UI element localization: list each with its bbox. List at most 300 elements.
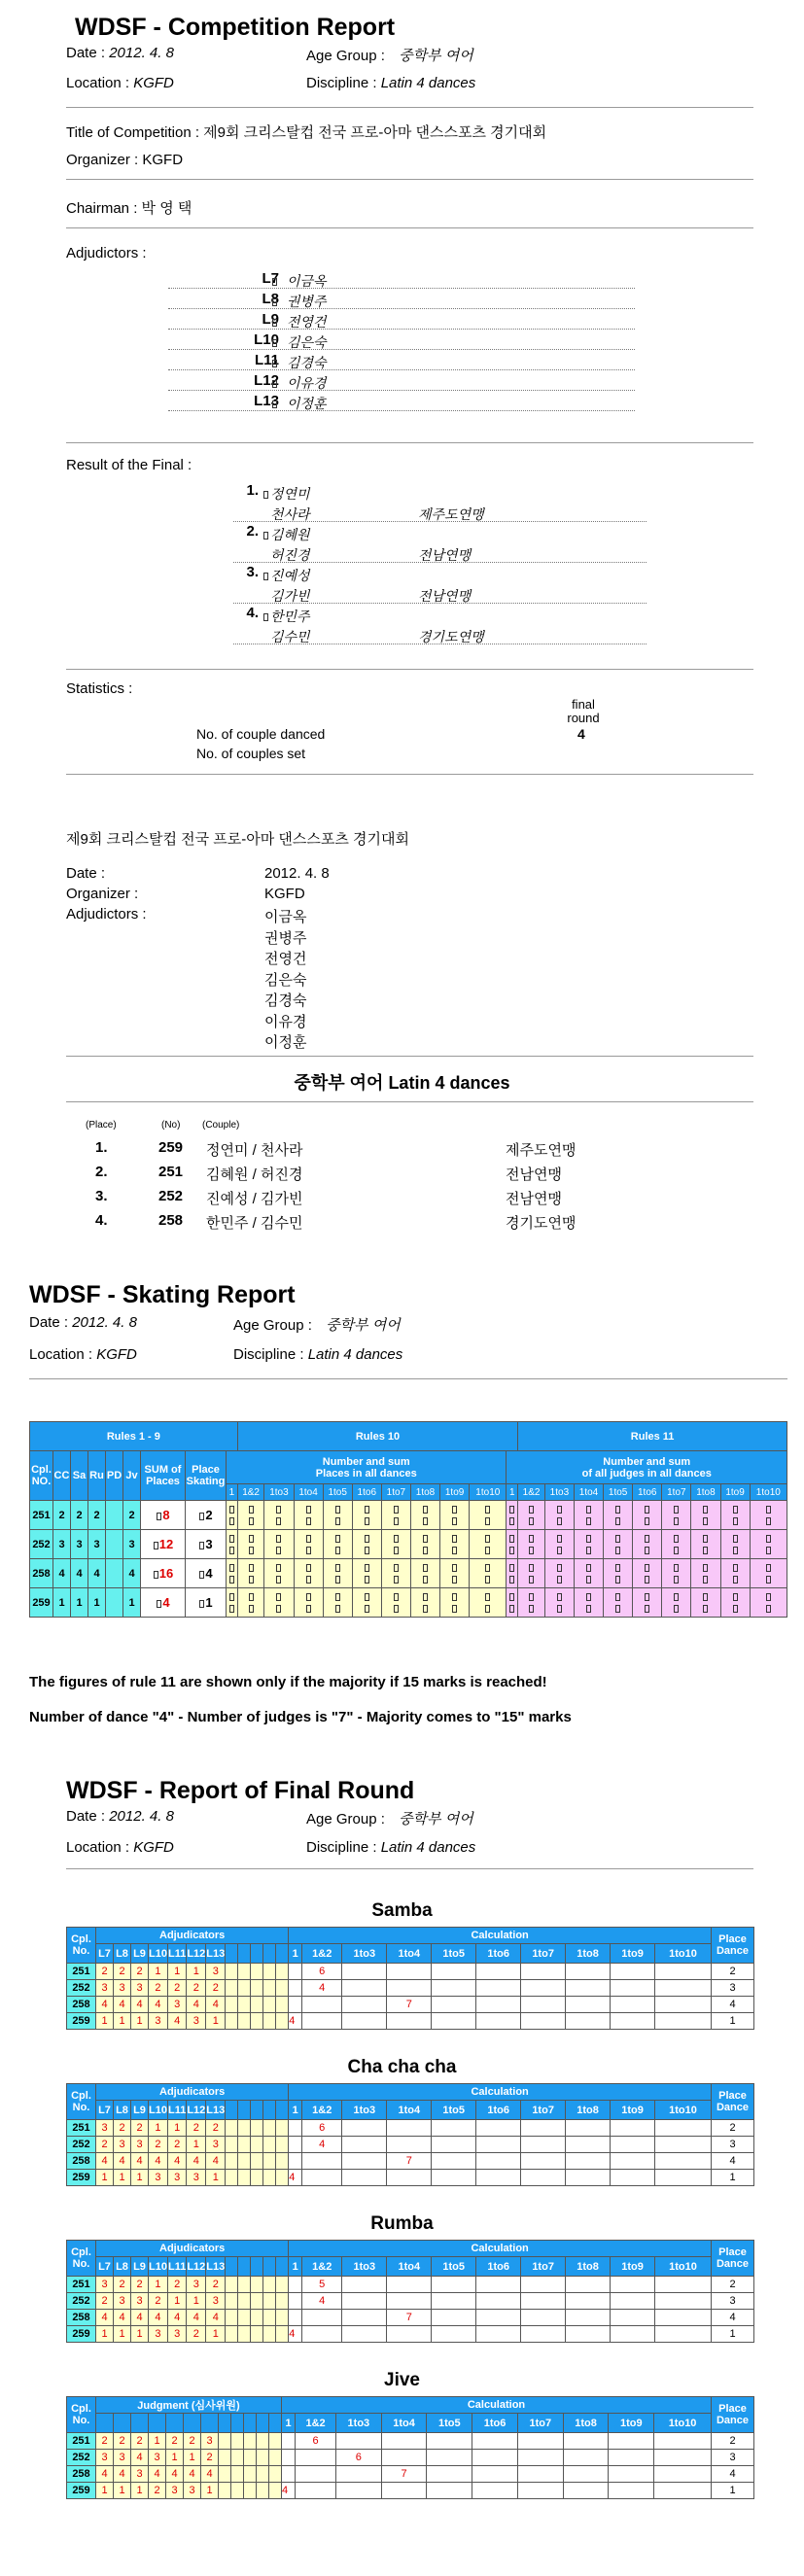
rule11-cell xyxy=(518,1501,545,1530)
adjudicator-code: L9 xyxy=(262,311,279,328)
dance-place: 2 xyxy=(88,1501,106,1530)
header-text: No. xyxy=(72,2415,90,2426)
box-glyph-icon xyxy=(586,1547,591,1554)
box-glyph-icon xyxy=(557,1593,562,1601)
skating-location: Location : KGFD xyxy=(29,1346,137,1363)
header-cell xyxy=(263,1944,276,1964)
col-no-head: (No) xyxy=(161,1120,181,1131)
judge-mark: 3 xyxy=(184,2483,201,2499)
calc-cell xyxy=(342,2120,387,2137)
judge-mark: 2 xyxy=(201,2450,219,2466)
result-row xyxy=(233,583,647,604)
rule10-cell xyxy=(294,1588,323,1618)
box-glyph-icon xyxy=(271,355,278,371)
header-cell xyxy=(276,2257,289,2277)
adjudicator-row xyxy=(168,309,635,330)
calc-cell xyxy=(611,1997,655,2013)
box-glyph-icon xyxy=(485,1506,490,1514)
header-cell: Sa xyxy=(71,1451,88,1501)
place-skating xyxy=(186,1501,227,1530)
box-glyph-icon xyxy=(229,1576,234,1584)
calc-cell xyxy=(387,1964,432,1980)
table-row xyxy=(67,2466,754,2483)
divider xyxy=(29,1378,787,1379)
summary-date: 2012. 4. 8 xyxy=(264,865,330,882)
judge-mark xyxy=(238,2153,251,2170)
box-glyph-icon xyxy=(529,1506,534,1514)
calc-cell xyxy=(476,2293,521,2310)
header-cell: Adjudicators xyxy=(96,1928,289,1944)
box-glyph-icon xyxy=(199,1542,204,1549)
couple-no: 251 xyxy=(67,2433,96,2450)
box-glyph-icon xyxy=(733,1517,738,1525)
box-glyph-icon xyxy=(157,1513,161,1520)
judge-mark: 4 xyxy=(149,2310,168,2326)
calc-cell xyxy=(566,2326,611,2343)
judge-mark: 1 xyxy=(187,2137,206,2153)
header-cell: L8 xyxy=(114,2257,131,2277)
box-glyph-icon xyxy=(272,278,277,286)
header-cell: 1to10 xyxy=(655,1944,712,1964)
box-glyph-icon xyxy=(485,1576,490,1584)
rule11-cell xyxy=(750,1501,787,1530)
calc-cell xyxy=(427,2466,472,2483)
header-cell: Calculation xyxy=(289,2241,712,2257)
judge-mark: 2 xyxy=(114,1964,131,1980)
judge-mark: 1 xyxy=(114,2170,131,2186)
calc-cell xyxy=(387,2277,432,2293)
result-name: 정연미 xyxy=(270,486,310,502)
dance-place: 1 xyxy=(53,1588,71,1618)
header-text: Dance xyxy=(716,2258,750,2270)
box-glyph-icon xyxy=(615,1506,620,1514)
rule11-cell xyxy=(507,1559,518,1588)
result-club: 전남연맹 xyxy=(418,547,472,563)
box-glyph-icon xyxy=(703,1564,708,1572)
chairman-field: Chairman : 박 영 택 xyxy=(66,200,192,217)
header-cell xyxy=(67,2084,96,2120)
judge-mark: 1 xyxy=(114,2013,131,2030)
stat-value: 4 xyxy=(577,726,585,742)
skating-table xyxy=(29,1421,787,1618)
calc-cell xyxy=(472,2433,518,2450)
box-glyph-icon xyxy=(272,319,277,327)
summary-adjudicator-name: 전영건 xyxy=(264,951,307,967)
judge-mark: 1 xyxy=(167,2120,186,2137)
adjudicator-code: L10 xyxy=(254,331,279,348)
header-text: Dance xyxy=(716,2102,750,2113)
box-glyph-icon xyxy=(733,1593,738,1601)
calc-cell: 4 xyxy=(302,1980,342,1997)
stat-column-head: final round xyxy=(567,697,600,725)
calc-cell: 4 xyxy=(302,2137,342,2153)
divider xyxy=(66,669,753,670)
calc-cell xyxy=(563,2433,609,2450)
rule10-cell xyxy=(440,1559,470,1588)
result-name: 한민주 xyxy=(270,609,310,624)
rule11-cell xyxy=(750,1559,787,1588)
box-glyph-icon xyxy=(674,1506,679,1514)
adjudicator-code: L8 xyxy=(262,291,279,307)
header-cell: L13 xyxy=(206,2257,226,2277)
judge-mark xyxy=(226,2137,238,2153)
table-row xyxy=(67,2293,754,2310)
judge-mark: 3 xyxy=(206,2293,226,2310)
final-date: Date : 2012. 4. 8 xyxy=(66,1808,174,1825)
calc-cell xyxy=(302,2310,342,2326)
judge-mark: 1 xyxy=(131,2170,149,2186)
judge-mark: 1 xyxy=(131,2013,149,2030)
header-cell: 1to7 xyxy=(517,2414,563,2433)
judge-mark: 3 xyxy=(114,1980,131,1997)
judge-mark: 4 xyxy=(206,1997,226,2013)
calc-cell xyxy=(289,2277,302,2293)
judge-mark xyxy=(257,2433,269,2450)
calc-cell xyxy=(654,2466,712,2483)
box-glyph-icon xyxy=(263,532,268,540)
final-discipline: Discipline : Latin 4 dances xyxy=(306,1839,476,1856)
box-glyph-icon xyxy=(272,339,277,347)
rule11-cell xyxy=(507,1530,518,1559)
calc-cell xyxy=(655,2137,712,2153)
calc-cell xyxy=(611,2277,655,2293)
rule11-cell xyxy=(720,1559,750,1588)
box-glyph-icon xyxy=(229,1535,234,1543)
box-glyph-icon xyxy=(365,1564,369,1572)
header-cell: L7 xyxy=(96,2257,114,2277)
dance-place: 2 xyxy=(712,2120,754,2137)
header-cell: 1&2 xyxy=(296,2414,336,2433)
rule10-cell xyxy=(440,1530,470,1559)
header-cell: 1 xyxy=(289,2257,302,2277)
sum-of-places xyxy=(141,1530,186,1559)
rule10-cell xyxy=(264,1559,294,1588)
calc-cell xyxy=(655,2153,712,2170)
couple-no: 258 xyxy=(30,1559,53,1588)
calc-cell xyxy=(566,1997,611,2013)
calc-cell xyxy=(609,2466,654,2483)
rule10-cell xyxy=(352,1530,381,1559)
calc-cell xyxy=(336,2483,382,2499)
calc-cell xyxy=(476,2137,521,2153)
box-glyph-icon xyxy=(703,1535,708,1543)
summary-club: 전남연맹 xyxy=(506,1191,562,1207)
place-value: 4 xyxy=(205,1566,213,1581)
judge-mark: 4 xyxy=(149,2153,168,2170)
judge-mark xyxy=(269,2483,282,2499)
calc-cell xyxy=(432,2153,476,2170)
header-cell xyxy=(96,2414,114,2433)
judge-mark xyxy=(231,2433,244,2450)
skating-age-group: Age Group : 중학부 여어 xyxy=(233,1317,401,1334)
judge-mark: 1 xyxy=(114,2326,131,2343)
judge-mark xyxy=(238,1997,251,2013)
header-cell: L7 xyxy=(96,1944,114,1964)
divider xyxy=(66,227,753,228)
place-skating xyxy=(186,1559,227,1588)
rule10-cell xyxy=(352,1559,381,1588)
box-glyph-icon xyxy=(509,1564,514,1572)
calc-cell xyxy=(566,2293,611,2310)
box-glyph-icon xyxy=(615,1605,620,1613)
judge-mark: 3 xyxy=(201,2433,219,2450)
rule11-cell xyxy=(750,1588,787,1618)
rule10-cell xyxy=(264,1501,294,1530)
box-glyph-icon xyxy=(645,1506,649,1514)
calc-cell xyxy=(476,2013,521,2030)
judge-mark xyxy=(263,1997,276,2013)
box-glyph-icon xyxy=(262,609,269,625)
box-glyph-icon xyxy=(586,1506,591,1514)
box-glyph-icon xyxy=(365,1593,369,1601)
location-field: Location : KGFD xyxy=(66,75,174,91)
judge-mark: 2 xyxy=(187,1980,206,1997)
skating-report-title: WDSF - Skating Report xyxy=(29,1281,296,1308)
table-row xyxy=(67,2277,754,2293)
judge-mark: 2 xyxy=(131,2120,149,2137)
box-glyph-icon xyxy=(335,1605,340,1613)
judge-mark: 4 xyxy=(96,1997,114,2013)
rule10-cell xyxy=(264,1530,294,1559)
calc-cell xyxy=(387,1980,432,1997)
calc-cell: 6 xyxy=(296,2433,336,2450)
calc-cell xyxy=(521,1980,566,1997)
judge-mark: 3 xyxy=(114,2137,131,2153)
rule10-cell xyxy=(323,1501,352,1530)
judge-mark: 1 xyxy=(167,2293,186,2310)
adjudicator-name: 김경숙 xyxy=(287,355,327,370)
box-glyph-icon xyxy=(394,1517,399,1525)
header-text: Cpl. xyxy=(71,2246,91,2258)
calc-cell xyxy=(609,2450,654,2466)
header-text: Dance xyxy=(716,2415,750,2426)
calc-cell xyxy=(654,2450,712,2466)
adjudicator-name: 김은숙 xyxy=(287,334,327,350)
rule11-cell xyxy=(507,1501,518,1530)
box-glyph-icon xyxy=(645,1517,649,1525)
box-glyph-icon xyxy=(306,1535,311,1543)
result-name: 김가빈 xyxy=(270,588,310,604)
box-glyph-icon xyxy=(529,1547,534,1554)
calc-cell xyxy=(432,2293,476,2310)
header-cell: 1to4 xyxy=(574,1484,603,1501)
divider xyxy=(66,442,753,443)
judge-mark xyxy=(219,2483,231,2499)
judge-mark xyxy=(276,2277,289,2293)
dance-place: 3 xyxy=(712,2450,754,2466)
header-text: Place xyxy=(718,2090,747,2102)
box-glyph-icon xyxy=(394,1593,399,1601)
summary-adjudicators-label: Adjudictors : xyxy=(66,906,147,922)
couple-no: 251 xyxy=(67,1964,96,1980)
header-cell: 1to3 xyxy=(342,2101,387,2120)
box-glyph-icon xyxy=(423,1547,428,1554)
judge-mark xyxy=(238,2326,251,2343)
judge-mark: 4 xyxy=(187,2153,206,2170)
judge-mark xyxy=(276,2013,289,2030)
judge-mark xyxy=(251,1997,263,2013)
box-glyph-icon xyxy=(766,1535,771,1543)
judge-mark: 1 xyxy=(206,2170,226,2186)
judge-mark xyxy=(276,2293,289,2310)
judge-mark: 2 xyxy=(206,2120,226,2137)
header-cell xyxy=(238,1944,251,1964)
calc-cell: 6 xyxy=(302,2120,342,2137)
result-row xyxy=(233,481,647,502)
judge-mark: 2 xyxy=(187,2120,206,2137)
summary-couple: 김혜원 / 허진경 xyxy=(206,1166,303,1183)
summary-event-title: 중학부 여어 Latin 4 dances xyxy=(294,1073,510,1093)
divider xyxy=(66,179,753,180)
header-cell: 1to5 xyxy=(427,2414,472,2433)
calc-cell xyxy=(289,2120,302,2137)
calc-cell xyxy=(655,1980,712,1997)
summary-couple: 한민주 / 김수민 xyxy=(206,1215,303,1232)
couple-no: 251 xyxy=(67,2120,96,2137)
calc-cell xyxy=(342,2277,387,2293)
calc-cell xyxy=(296,2483,336,2499)
box-glyph-icon xyxy=(586,1605,591,1613)
rule10-cell xyxy=(381,1559,410,1588)
calc-cell xyxy=(566,2120,611,2137)
judge-mark: 3 xyxy=(131,2293,149,2310)
box-glyph-icon xyxy=(557,1517,562,1525)
box-glyph-icon xyxy=(703,1517,708,1525)
dance-place: 3 xyxy=(53,1530,71,1559)
judge-mark: 2 xyxy=(114,2277,131,2293)
calc-cell xyxy=(432,2310,476,2326)
judge-mark: 1 xyxy=(149,2277,168,2293)
calc-cell xyxy=(655,1997,712,2013)
calc-cell xyxy=(289,1964,302,1980)
judge-mark: 3 xyxy=(114,2293,131,2310)
dance-place: 2 xyxy=(53,1501,71,1530)
judge-mark xyxy=(231,2466,244,2483)
calc-cell xyxy=(381,2450,427,2466)
dance-place: 2 xyxy=(712,2433,754,2450)
judge-mark: 3 xyxy=(166,2483,184,2499)
calc-cell xyxy=(476,2153,521,2170)
calc-cell xyxy=(655,2326,712,2343)
box-glyph-icon xyxy=(423,1535,428,1543)
judge-mark xyxy=(244,2450,257,2466)
calc-cell xyxy=(427,2450,472,2466)
judge-mark: 2 xyxy=(167,2137,186,2153)
box-glyph-icon xyxy=(335,1535,340,1543)
judge-mark xyxy=(269,2450,282,2466)
judge-mark: 1 xyxy=(131,2483,149,2499)
calc-cell xyxy=(566,2153,611,2170)
dance-place: 1 xyxy=(88,1588,106,1618)
box-glyph-icon xyxy=(452,1605,457,1613)
dance-place xyxy=(106,1588,123,1618)
summary-club: 전남연맹 xyxy=(506,1166,562,1183)
adjudicator-row xyxy=(168,268,635,289)
summary-adjudicator-name: 이정훈 xyxy=(264,1034,307,1051)
calc-cell xyxy=(289,1997,302,2013)
box-glyph-icon xyxy=(557,1535,562,1543)
summary-title: 제9회 크리스탈컵 전국 프로-아마 댄스스포츠 경기대회 xyxy=(66,831,409,848)
box-glyph-icon xyxy=(394,1535,399,1543)
box-glyph-icon xyxy=(306,1576,311,1584)
adjudicator-code: L11 xyxy=(254,352,279,368)
header-cell: 1&2 xyxy=(302,1944,342,1964)
judge-mark: 4 xyxy=(187,2310,206,2326)
header-cell: 1to6 xyxy=(352,1484,381,1501)
judge-mark xyxy=(251,2293,263,2310)
calc-cell xyxy=(563,2466,609,2483)
header-cell: 1&2 xyxy=(518,1484,545,1501)
box-glyph-icon xyxy=(199,1571,204,1579)
summary-place: 2. xyxy=(95,1164,108,1180)
header-text: SUM of xyxy=(144,1464,182,1476)
rule10-cell xyxy=(440,1588,470,1618)
judge-mark xyxy=(238,2013,251,2030)
header-cell: 1to4 xyxy=(381,2414,427,2433)
rule11-cell xyxy=(574,1559,603,1588)
box-glyph-icon xyxy=(485,1564,490,1572)
calc-cell xyxy=(655,2277,712,2293)
box-glyph-icon xyxy=(645,1547,649,1554)
calc-cell xyxy=(655,2170,712,2186)
box-glyph-icon xyxy=(529,1605,534,1613)
judge-mark xyxy=(231,2450,244,2466)
calc-cell xyxy=(566,2013,611,2030)
calc-cell xyxy=(517,2450,563,2466)
rule10-cell xyxy=(323,1530,352,1559)
judge-mark xyxy=(244,2466,257,2483)
judge-mark xyxy=(263,2153,276,2170)
judge-mark xyxy=(276,2153,289,2170)
calc-cell xyxy=(476,2326,521,2343)
calc-cell xyxy=(289,2153,302,2170)
header-cell: 1to6 xyxy=(472,2414,518,2433)
header-cell: L7 xyxy=(96,2101,114,2120)
calc-cell xyxy=(282,2433,296,2450)
judge-mark: 4 xyxy=(96,2466,114,2483)
header-cell: 1to10 xyxy=(655,2101,712,2120)
judge-mark xyxy=(251,1980,263,1997)
header-cell: 1to9 xyxy=(611,2101,655,2120)
calc-cell xyxy=(342,1980,387,1997)
box-glyph-icon xyxy=(199,1600,204,1608)
judge-mark: 4 xyxy=(184,2466,201,2483)
judge-mark: 4 xyxy=(114,2310,131,2326)
header-text: No. xyxy=(72,1945,90,1957)
dance-place: 2 xyxy=(712,2277,754,2293)
dance-place xyxy=(106,1501,123,1530)
couple-no: 252 xyxy=(67,2293,96,2310)
dance-title: Cha cha cha xyxy=(347,2057,457,2077)
judge-mark: 4 xyxy=(96,2310,114,2326)
rule11-cell xyxy=(544,1559,574,1588)
calc-cell xyxy=(563,2450,609,2466)
box-glyph-icon xyxy=(276,1517,281,1525)
judge-mark: 2 xyxy=(149,1980,168,1997)
header-cell: Calculation xyxy=(289,2084,712,2101)
table-row xyxy=(67,2013,754,2030)
calc-cell xyxy=(611,2153,655,2170)
calc-cell xyxy=(289,1980,302,1997)
calc-cell: 4 xyxy=(289,2013,302,2030)
calc-cell: 4 xyxy=(302,2293,342,2310)
calc-cell xyxy=(476,1964,521,1980)
judge-mark: 3 xyxy=(206,2137,226,2153)
final-location: Location : KGFD xyxy=(66,1839,174,1856)
box-glyph-icon xyxy=(229,1564,234,1572)
judge-mark: 3 xyxy=(167,2326,186,2343)
judge-mark xyxy=(226,2326,238,2343)
